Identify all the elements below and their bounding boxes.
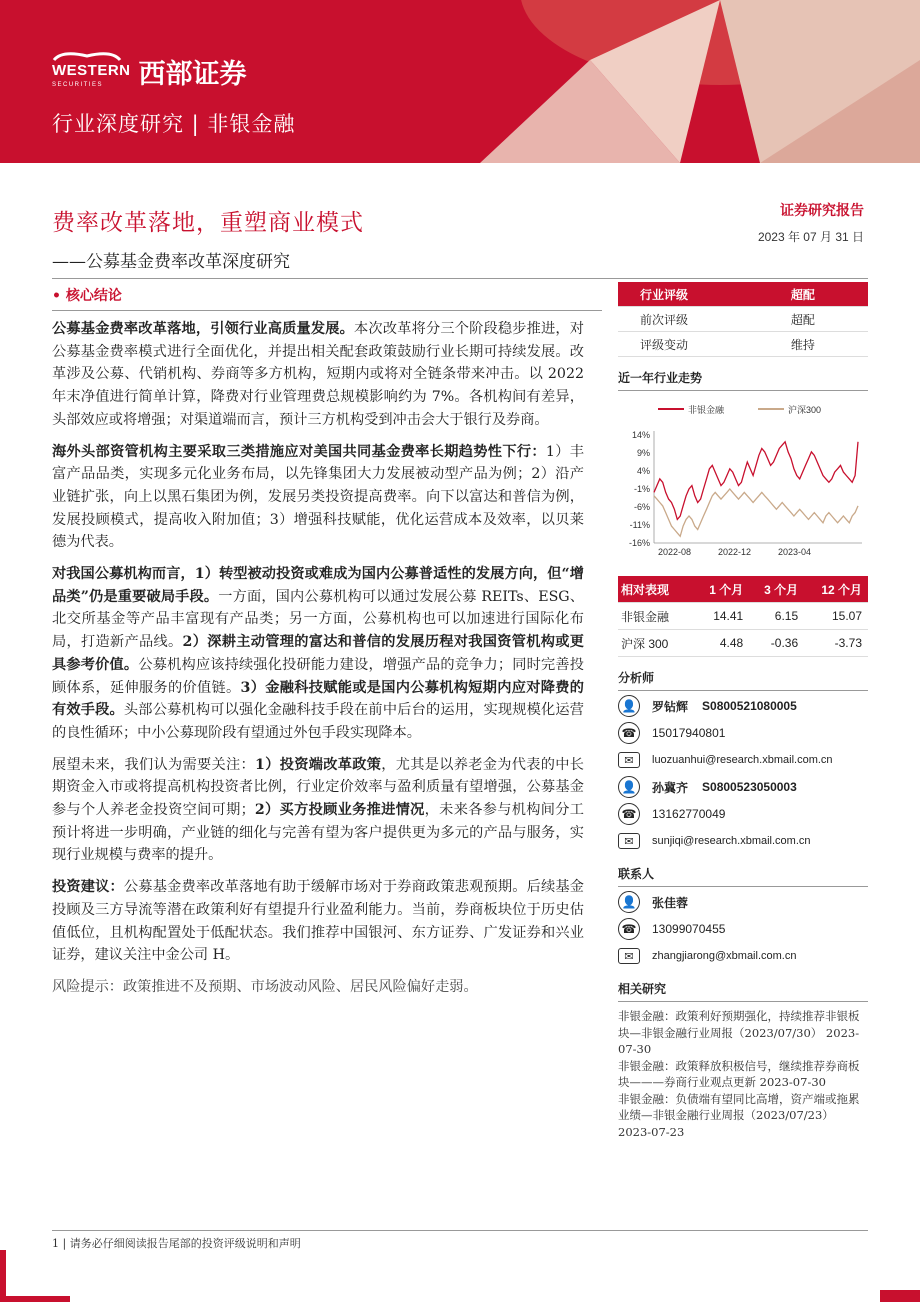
sidebar bbox=[618, 282, 868, 1140]
legend-label: 非银金融 bbox=[688, 405, 725, 415]
y-tick-label: 14% bbox=[631, 430, 650, 440]
page-header bbox=[0, 0, 920, 163]
analyst-email-row: ✉ sunjiqi@research.xbmail.com.cn bbox=[618, 829, 868, 853]
phone-icon: ☎ bbox=[618, 918, 640, 940]
paragraph-5: 投资建议：公募基金费率改革落地有助于缓解市场对于券商政策悲观预期。后续基金投顾及三方导流等潜在政策利好有望提升行业盈利能力。当前，券商板块位于历史估值低位，且机构配置处于低配状态。我们推荐中国银河、东方证券、广发证券和兴业证券，建议关注中金公司 H。 bbox=[52, 879, 584, 964]
analyst-name-row: 👤 罗钻辉 S0800521080005 bbox=[618, 694, 868, 718]
paragraph-1: 公募基金费率改革落地，引领行业高质量发展。本次改革将分三个阶段稳步推进，对公募基金费率模式进行全面优化，并提出相关配套政策鼓励行业长期可持续发展。改革涉及公募、代销机构、券商等多方机构，短期内或将对全链条带来冲击。以 2022 年末净值进行简单计算，降费对行业管理费总规模影响约为 7%。各机构间有差异，头部效应或将增强；对渠道端而言，预计三方机构受到冲击会大于银行及券商。 bbox=[52, 321, 584, 428]
trend-title: 近一年行业走势 bbox=[618, 369, 868, 391]
performance-header-row: 相对表现 1 个月 3 个月 12 个月 bbox=[618, 576, 868, 603]
y-tick-label: -1% bbox=[633, 484, 650, 494]
corner-decoration bbox=[880, 1290, 920, 1302]
contact-name-row: 👤 张佳蓉 bbox=[618, 890, 868, 914]
trend-chart bbox=[618, 395, 868, 570]
corner-decoration bbox=[0, 1250, 6, 1302]
series-line bbox=[654, 489, 858, 536]
related-item[interactable]: 非银金融：负债端有望同比高增，资产端或拖累业绩—非银金融行业周报（2023/07/23） 2023-07-23 bbox=[618, 1091, 860, 1139]
rating-table bbox=[618, 282, 868, 357]
x-tick-label: 2023-04 bbox=[778, 547, 812, 557]
paragraph-2: 海外头部资管机构主要采取三类措施应对美国共同基金费率长期趋势性下行：1）丰富产品品类，实现多元化业务布局，以先锋集团大力发展被动型产品为例；2）沿产业链扩张，向上以黑石集团为例，发展另类投资提高费率。向下以富达和普信为例，发展投顾模式，提高收入附加值；3）增强科技赋能，优化运营成本及效率，以贝莱德为代表。 bbox=[52, 443, 584, 551]
analyst-name-row: 👤 孙冀齐 S0800523050003 bbox=[618, 775, 868, 799]
corner-decoration bbox=[0, 1296, 70, 1302]
y-tick-label: -11% bbox=[629, 520, 650, 530]
series-line bbox=[654, 442, 858, 520]
y-tick-label: -6% bbox=[633, 502, 650, 512]
y-tick-label: -16% bbox=[628, 538, 650, 548]
person-icon: 👤 bbox=[618, 776, 640, 798]
contact-title: 联系人 bbox=[618, 865, 868, 887]
x-tick-label: 2022-12 bbox=[718, 547, 752, 557]
performance-table bbox=[618, 576, 868, 657]
phone-icon: ☎ bbox=[618, 722, 640, 744]
footer-divider bbox=[52, 1230, 868, 1231]
legend-label: 沪深300 bbox=[788, 405, 822, 415]
y-tick-label: 9% bbox=[636, 448, 650, 458]
person-icon: 👤 bbox=[618, 891, 640, 913]
contact-phone-row: ☎ 13099070455 bbox=[618, 917, 868, 941]
report-type: 证券研究报告 bbox=[780, 203, 864, 219]
performance-row: 非银金融 14.41 6.15 15.07 bbox=[618, 603, 868, 630]
section-divider bbox=[52, 310, 602, 311]
rating-row: 行业评级 超配 bbox=[618, 282, 868, 307]
logo-en-sub: SECURITIES bbox=[52, 82, 104, 88]
analyst-phone-row: ☎ 13162770049 bbox=[618, 802, 868, 826]
logo-english bbox=[52, 50, 131, 93]
report-date: 2023 年 07 月 31 日 bbox=[757, 230, 864, 244]
logo-chinese: 西部证券 bbox=[138, 59, 247, 90]
related-item[interactable]: 非银金融：政策释放积极信号，继续推荐券商板块———券商行业观点更新 2023-07-30 bbox=[618, 1058, 860, 1089]
report-category: 行业深度研究 | 非银金融 bbox=[52, 112, 296, 136]
x-tick-label: 2022-08 bbox=[658, 547, 692, 557]
main-content bbox=[52, 318, 584, 1008]
email-icon: ✉ bbox=[618, 752, 640, 768]
phone-icon: ☎ bbox=[618, 803, 640, 825]
bull-horns-icon bbox=[52, 50, 122, 62]
logo-en-text: WESTERN bbox=[52, 62, 131, 79]
title-divider bbox=[52, 278, 868, 279]
page-footer: 1 | 请务必仔细阅读报告尾部的投资评级说明和声明 bbox=[52, 1237, 301, 1250]
paragraph-4: 展望未来，我们认为需要关注：1）投资端改革政策，尤其是以养老金为代表的中长期资金入市或将提高机构投资者比例，行业定价效率与盈利质量有望增强，公募基金参与个人养老金投资空间可期；2）买方投顾业务推进情况，未来各参与机构间分工预计将进一步明确，产业链的细化与完善有望为客户提供更为多元的产品与服务，实现行业规模与费率的提升。 bbox=[52, 756, 584, 864]
analyst-phone-row: ☎ 15017940801 bbox=[618, 721, 868, 745]
analyst-email-row: ✉ luozuanhui@research.xbmail.com.cn bbox=[618, 748, 868, 772]
analysts-title: 分析师 bbox=[618, 669, 868, 691]
report-title: 费率改革落地，重塑商业模式 bbox=[52, 210, 364, 236]
performance-row: 沪深 300 4.48 -0.36 -3.73 bbox=[618, 630, 868, 657]
paragraph-3: 对我国公募机构而言，1）转型被动投资或难成为国内公募普适性的发展方向，但“增品类”仍是重要破局手段。一方面，国内公募机构可以通过发展公募 REITs、ESG、北交所基金等产品丰富现有产品类；另一方面，公募机构也可以加速进行国际化布局，打造新产品线。2）深耕主动管理的富达和普信的发展历程对我国资管机构或更具参考价值。公募机构应该持续强化投研能力建设，增强产品的竞争力；同时完善投顾体系，延伸服务的价值链。3）金融科技赋能或是国内公募机构短期内应对降费的有效手段。头部公募机构可以强化金融科技手段在前中后台的运用，实现规模化运营的良性循环；中小公募现阶段有望通过外包手段实现降本。 bbox=[52, 566, 584, 741]
y-tick-label: 4% bbox=[636, 466, 650, 476]
related-list bbox=[618, 1008, 868, 1140]
section-heading: • 核心结论 bbox=[52, 288, 122, 304]
person-icon: 👤 bbox=[618, 695, 640, 717]
rating-row: 前次评级 超配 bbox=[618, 307, 868, 332]
related-item[interactable]: 非银金融：政策利好预期强化，持续推荐非银板块—非银金融行业周报（2023/07/30） 2023-07-30 bbox=[618, 1009, 860, 1056]
related-title: 相关研究 bbox=[618, 980, 868, 1002]
company-logo bbox=[52, 50, 247, 93]
risk-warning: 风险提示：政策推进不及预期、市场波动风险、居民风险偏好走弱。 bbox=[52, 978, 478, 995]
contact-email-row: ✉ zhangjiarong@xbmail.com.cn bbox=[618, 944, 868, 968]
rating-row: 评级变动 维持 bbox=[618, 332, 868, 357]
email-icon: ✉ bbox=[618, 833, 640, 849]
report-subtitle: ——公募基金费率改革深度研究 bbox=[52, 252, 290, 272]
email-icon: ✉ bbox=[618, 948, 640, 964]
trend-chart-svg bbox=[618, 395, 868, 570]
